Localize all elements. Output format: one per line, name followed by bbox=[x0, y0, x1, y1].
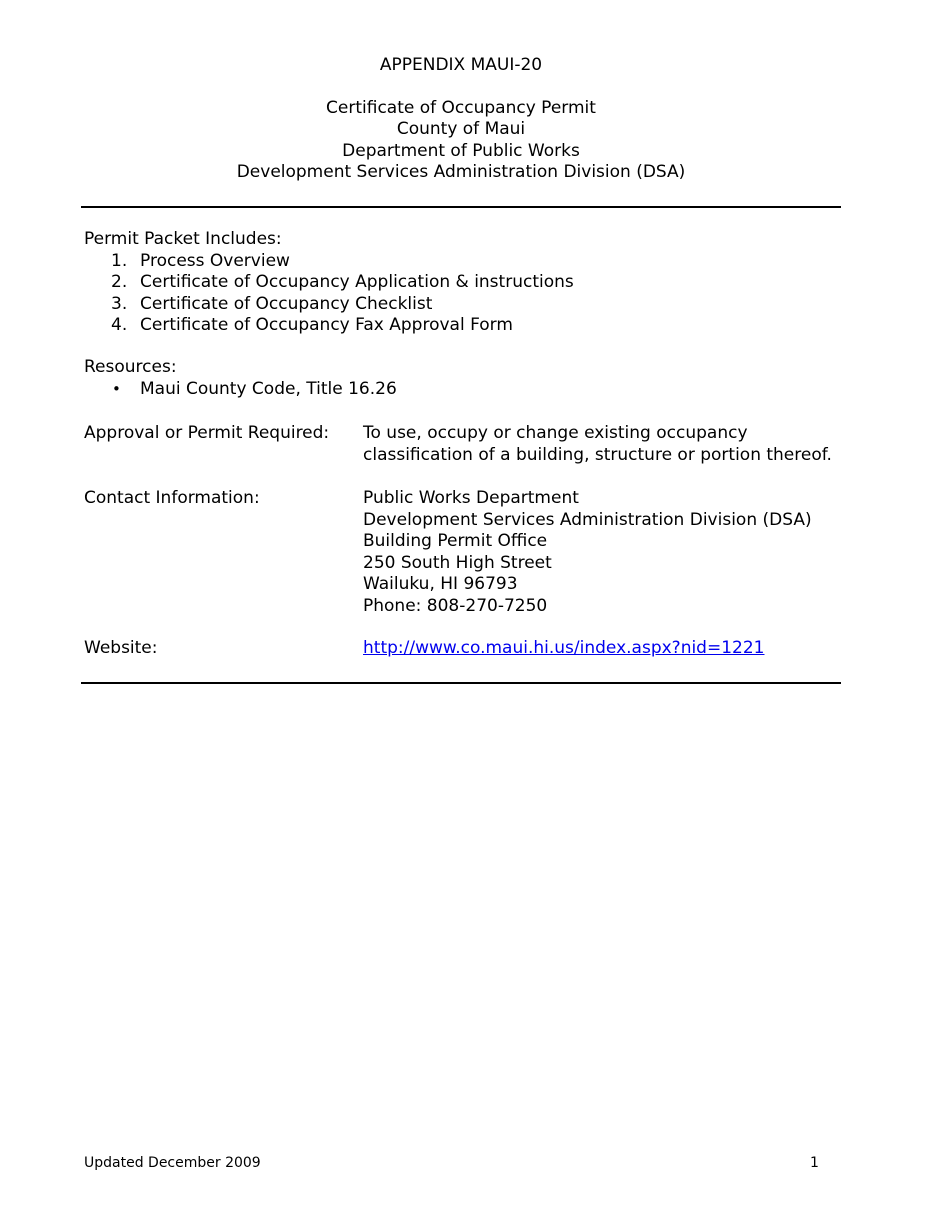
list-item-number: 1. bbox=[111, 250, 128, 271]
permit-packet-section bbox=[84, 229, 574, 337]
top-divider bbox=[81, 206, 841, 208]
website-label: Website: bbox=[84, 638, 158, 658]
title-line-department: Department of Public Works bbox=[342, 140, 580, 161]
website-value bbox=[363, 638, 833, 660]
list-item bbox=[84, 251, 574, 273]
page-number: 1 bbox=[810, 1155, 819, 1171]
appendix-label: APPENDIX MAUI-20 bbox=[379, 55, 543, 75]
approval-line: To use, occupy or change existing occupancy bbox=[363, 423, 748, 443]
approval-label: Approval or Permit Required: bbox=[84, 423, 330, 443]
contact-value bbox=[363, 488, 833, 617]
contact-line: Development Services Administration Division (DSA) bbox=[363, 509, 812, 530]
list-item bbox=[84, 379, 397, 401]
document-header bbox=[0, 55, 922, 184]
website-link[interactable]: http://www.co.maui.hi.us/index.aspx?nid=1221 bbox=[363, 638, 765, 658]
list-item-number: 2. bbox=[111, 272, 128, 292]
list-item bbox=[84, 315, 574, 337]
list-item bbox=[84, 294, 574, 316]
contact-line: Building Permit Office bbox=[363, 531, 548, 551]
list-item-number: 3. bbox=[111, 293, 128, 314]
approval-line: classification of a building, structure or portion thereof. bbox=[363, 444, 832, 465]
list-item-text: Certificate of Occupancy Checklist bbox=[140, 293, 433, 314]
contact-line: Public Works Department bbox=[363, 488, 579, 508]
title-line-division: Development Services Administration Division (DSA) bbox=[236, 162, 686, 182]
list-item-number: 4. bbox=[111, 315, 128, 335]
bullet-icon: • bbox=[112, 379, 121, 398]
permit-packet-heading: Permit Packet Includes: bbox=[84, 229, 282, 249]
title-line-county: County of Maui bbox=[396, 119, 526, 139]
contact-line: Wailuku, HI 96793 bbox=[363, 574, 518, 594]
contact-phone: Phone: 808-270-7250 bbox=[363, 595, 548, 616]
bottom-divider bbox=[81, 682, 841, 684]
contact-line: 250 South High Street bbox=[363, 552, 552, 573]
contact-label: Contact Information: bbox=[84, 488, 260, 508]
resources-section bbox=[84, 357, 397, 400]
list-item-text: Maui County Code, Title 16.26 bbox=[140, 378, 397, 399]
list-item bbox=[84, 272, 574, 294]
title-line-permit: Certificate of Occupancy Permit bbox=[326, 97, 596, 118]
list-item-text: Certificate of Occupancy Application & instructions bbox=[140, 272, 574, 292]
approval-value bbox=[363, 423, 833, 466]
list-item-text: Process Overview bbox=[140, 250, 290, 271]
footer-updated-date: Updated December 2009 bbox=[84, 1155, 261, 1171]
resources-heading: Resources: bbox=[84, 357, 177, 377]
list-item-text: Certificate of Occupancy Fax Approval Form bbox=[140, 315, 513, 335]
